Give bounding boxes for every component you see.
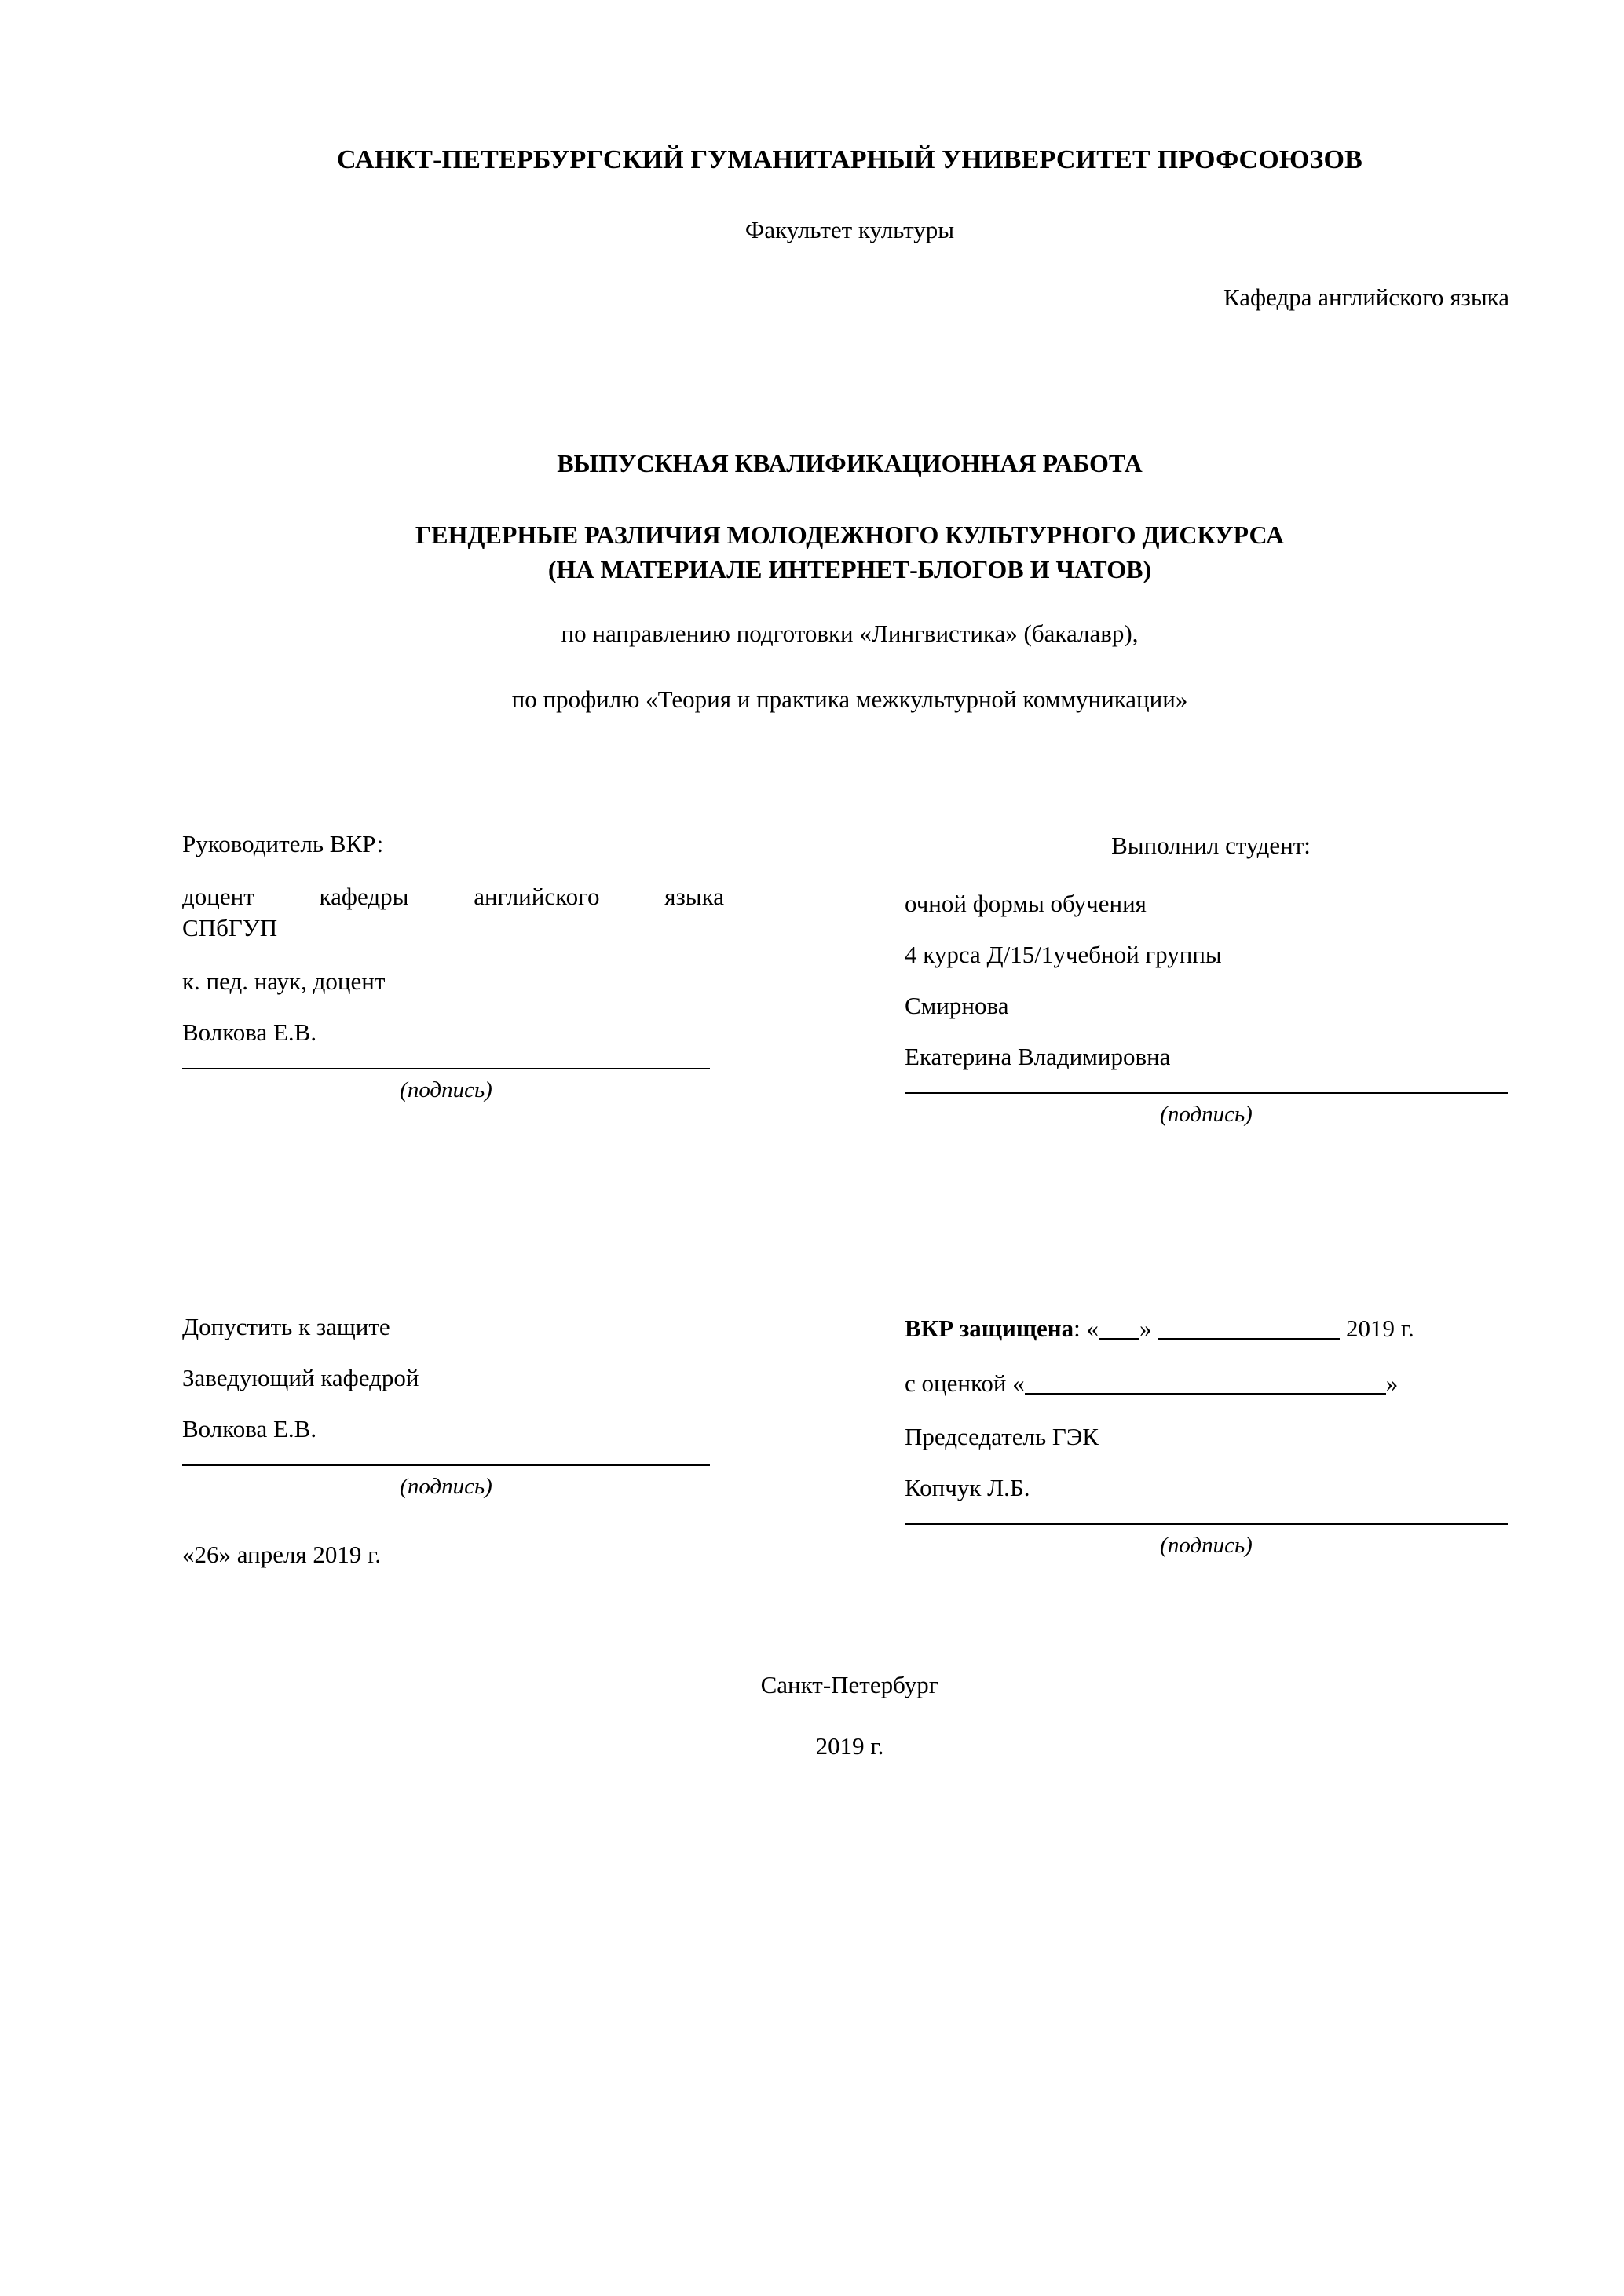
defense-label-mid: »: [1139, 1314, 1158, 1343]
defense-month-blank: [1158, 1338, 1340, 1340]
faculty-name: Факультет культуры: [744, 216, 955, 243]
supervisor-degree: к. пед. наук, доцент: [182, 967, 386, 996]
defense-day-blank: [1099, 1338, 1139, 1340]
admission-head-label: Заведующий кафедрой: [182, 1364, 419, 1392]
student-signature-caption: (подпись): [1160, 1102, 1253, 1128]
defense-grade-blank: [1025, 1393, 1386, 1395]
supervisor-signature-caption: (подпись): [400, 1077, 492, 1103]
student-group: 4 курса Д/15/1учебной группы: [905, 941, 1222, 969]
work-type-heading: ВЫПУСКНАЯ КВАЛИФИКАЦИОННАЯ РАБОТА: [557, 449, 1143, 477]
student-surname: Смирнова: [905, 992, 1009, 1020]
supervisor-role-label: Руководитель ВКР:: [182, 830, 384, 858]
defense-signature-line: [905, 1523, 1508, 1525]
signatories-section: [182, 832, 1517, 1128]
study-direction: по направлению подготовки «Лингвистика» (бакалавр),: [561, 620, 1139, 648]
supervisor-signature-line: [182, 1068, 710, 1069]
student-label: Выполнил студент:: [1111, 832, 1311, 860]
supervisor-position-line-2: СПбГУП: [182, 914, 278, 942]
student-study-form: очной формы обучения: [905, 890, 1147, 918]
admission-head-name: Волкова Е.В.: [182, 1415, 317, 1443]
admission-date: «26» апреля 2019 г.: [182, 1541, 382, 1569]
defense-grade-row: [905, 1369, 1517, 1398]
work-title-line-1: ГЕНДЕРНЫЕ РАЗЛИЧИЯ МОЛОДЕЖНОГО КУЛЬТУРНОГО ДИСКУРСА: [415, 521, 1285, 549]
admission-signature-line: [182, 1464, 710, 1466]
university-name: САНКТ-ПЕТЕРБУРГСКИЙ ГУМАНИТАРНЫЙ УНИВЕРСИТЕТ ПРОФСОЮЗОВ: [336, 145, 1363, 174]
student-signature-line: [905, 1092, 1508, 1094]
footer-city: Санкт-Петербург: [760, 1671, 939, 1699]
work-title: [182, 517, 1517, 587]
defense-year: 2019 г.: [1340, 1314, 1414, 1343]
student-given-name: Екатерина Владимировна: [905, 1043, 1171, 1071]
supervisor-name: Волкова Е.В.: [182, 1018, 317, 1047]
defense-grade-close: »: [1385, 1369, 1399, 1398]
student-block: [905, 832, 1517, 1128]
defense-chair-label: Председатель ГЭК: [905, 1423, 1099, 1451]
work-title-line-2: (НА МАТЕРИАЛЕ ИНТЕРНЕТ-БЛОГОВ И ЧАТОВ): [547, 555, 1152, 584]
study-profile: по профилю «Теория и практика межкультурной коммуникации»: [511, 686, 1188, 714]
defense-block: [905, 1314, 1517, 1569]
approval-section: [182, 1314, 1517, 1569]
supervisor-block: [182, 832, 724, 1128]
footer-year: 2019 г.: [815, 1732, 884, 1760]
admission-block: [182, 1314, 724, 1569]
defense-grade-label: с оценкой «: [905, 1369, 1025, 1398]
defense-label: ВКР защищена: [905, 1314, 1074, 1343]
supervisor-position-line-1: доцент кафедры английского языка: [182, 883, 724, 911]
defense-chair-name: Копчук Л.Б.: [905, 1474, 1030, 1502]
defense-label-pre: : «: [1074, 1314, 1099, 1343]
defense-date-row: [905, 1314, 1517, 1343]
department-name: Кафедра английского языка: [1223, 283, 1509, 311]
document-content: [182, 0, 1517, 1760]
admission-line-1: Допустить к защите: [182, 1313, 390, 1341]
admission-signature-caption: (подпись): [400, 1474, 492, 1500]
defense-signature-caption: (подпись): [1160, 1533, 1253, 1559]
